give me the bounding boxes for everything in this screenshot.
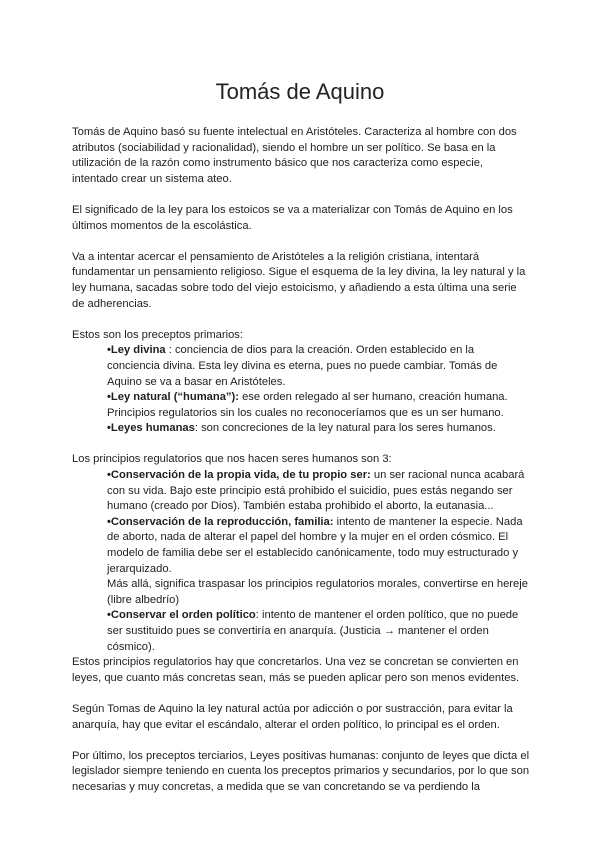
list-item xyxy=(107,390,530,421)
paragraph-aristotle: Va a intentar acercar el pensamiento de Aristóteles a la religión cristiana, intentará fundamentar un pensamiento religioso. Sigue el esquema de la ley divina, la ley natural y la ley humana, sacadas sobre todo del viejo estoicismo, y añadiendo a esta última una serie de adherencias. xyxy=(72,250,526,310)
list-item-term: •Ley natural (“humana”): xyxy=(107,391,239,404)
list-item-term: •Conservación de la reproducción, familia: xyxy=(107,515,334,528)
list-item-text: : son concreciones de la ley natural para los seres humanos. xyxy=(194,422,496,435)
regulatory-principles-outro: Estos principios regulatorios hay que concretarlos. Una vez se concretan se convierten en leyes, que cuanto más concretas sean, más se pueden aplicar pero son menos evidentes. xyxy=(72,656,520,684)
paragraph-stoics: El significado de la ley para los estoicos se va a materializar con Tomás de Aquino en los últimos momentos de la escolástica. xyxy=(72,203,513,232)
paragraph-tertiary-precepts: Por último, los preceptos terciarios, Leyes positivas humanas: conjunto de leyes que dicta el legislador siempre teniendo en cuenta los preceptos primarios y secundarios, por lo que son necesarias y muy concretas, a medida que se van concretando se va perdiendo la xyxy=(72,749,530,793)
list-item xyxy=(107,343,530,390)
list-item xyxy=(107,515,530,577)
list-item-term: •Ley divina xyxy=(107,344,166,357)
list-item-text: Más allá, significa traspasar los principios regulatorios morales, convertirse en hereje (libre albedrío) xyxy=(107,578,528,606)
list-item-text: ese orden relegado al ser humano, creación humana. Principios regulatorios sin los cuales no reconoceríamos que es un ser humano. xyxy=(107,391,508,419)
list-item-term: •Conservación de la propia vida, de tu propio ser: xyxy=(107,469,371,482)
primary-precepts-intro: Estos son los preceptos primarios: xyxy=(72,328,243,341)
regulatory-principles-intro: Los principios regulatorios que nos hacen seres humanos son 3: xyxy=(72,453,392,466)
list-item-text: : conciencia de dios para la creación. Orden establecido en la conciencia divina. Esta ley divina es eterna, pues no puede cambiar. Tomás de Aquino se va a basar en Aristóteles. xyxy=(107,344,498,388)
list-item-text: intento de mantener la especie. Nada de aborto, nada de alterar el papel del hombre y la mujer en el orden cósmico. El modelo de familia debe ser el establecido canónicamente, todo muy estructurado y jerarquizado. xyxy=(107,515,523,575)
primary-precepts-list xyxy=(72,343,530,437)
list-item-text: un ser racional nunca acabará con su vida. Bajo este principio está prohibido el suicidio, pues estás negando ser humano (creado por Dios). También estaba prohibido el aborto, la eutanasia... xyxy=(107,469,525,513)
page-title: Tomás de Aquino xyxy=(215,79,385,104)
paragraph-intro: Tomás de Aquino basó su fuente intelectual en Aristóteles. Caracteriza al hombre con dos atributos (sociabilidad y racionalidad), siendo el hombre un ser político. Se basa en la utilización de la razón como instrumento básico que nos caracteriza como especie, intentado crear un sistema ateo. xyxy=(72,126,517,185)
list-item xyxy=(107,608,530,655)
list-item-term: •Leyes humanas xyxy=(107,422,195,435)
paragraph-natural-law: Según Tomas de Aquino la ley natural actúa por adicción o por sustracción, para evitar la anarquía, hay que evitar el escándalo, alterar el orden político, lo principal es el orden. xyxy=(72,702,513,731)
list-item-text: : intento de mantener el orden político, que no puede ser sustituido pues se convertiría en anarquía. (Justicia → mantener el orden cósmico). xyxy=(107,609,519,653)
list-item xyxy=(107,468,530,515)
list-item-term: •Conservar el orden político xyxy=(107,609,256,622)
document-body xyxy=(72,125,530,796)
list-item xyxy=(107,421,530,437)
list-item xyxy=(107,577,530,608)
regulatory-principles-list xyxy=(72,468,530,655)
